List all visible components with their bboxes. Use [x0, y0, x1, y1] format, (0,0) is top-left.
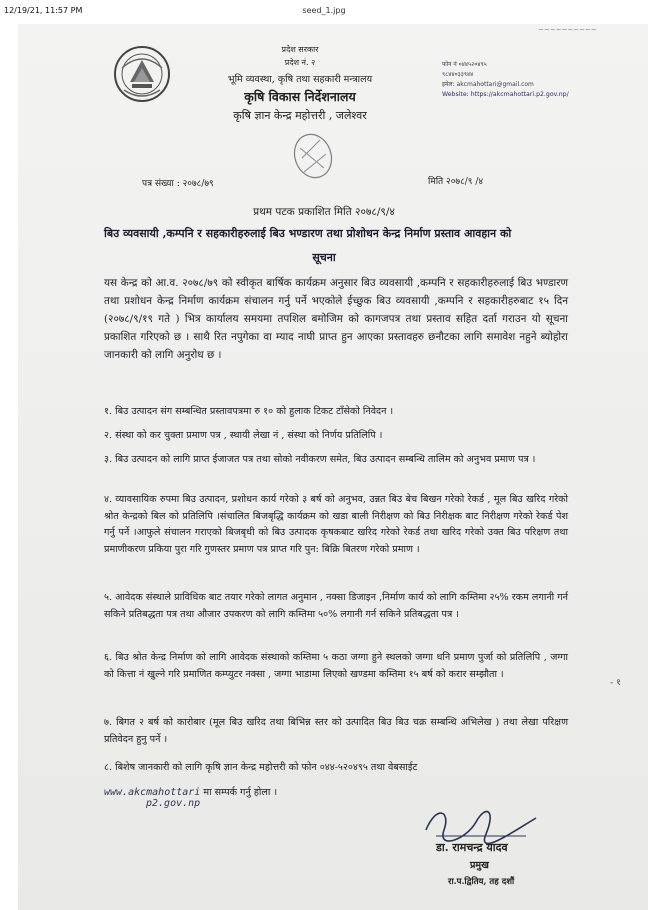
- contact-block: [442, 60, 569, 100]
- handwritten-website: www.akcmahottari: [104, 787, 201, 798]
- requirement-item-7: ७. बिगत २ बर्ष को कारोबार (मूल बिउ खरिद तथा बिभिन्न स्तर को उत्पादित बिउ बिउ चक्र सम्बन्धि अभिलेख ) तथा लेखा परिक्षण प्रतिवेदन हुनु पर्ने ।: [104, 717, 568, 745]
- contact-email: इमेल: akcmahottari@gmail.com: [442, 81, 534, 88]
- requirement-item-5: ५. आवेदक संस्थाले प्राविधिक बाट तयार गरेको लागत अनुमान , नक्सा डिजाइन ,निर्माण कार्य को लागि कम्तिमा २५% रकम लगानी गर्न सकिने प्रतिबद्धता पत्र तथा औजार उपकरण को लागि कम्तिमा ५०% लगानी गर्न सकिने प्रतिबद्धता पत्र ।: [104, 592, 568, 620]
- reference-date: मिति २०७८/९ /४: [428, 177, 484, 187]
- viewer-timestamp: 12/19/21, 11:57 PM: [4, 6, 83, 15]
- requirement-item-1: १. बिउ उत्पादन संग सम्बन्धित प्रस्तावपत्रमा रु १० को हुलाक टिकट टाँसेको निवेदन ।: [104, 406, 394, 417]
- contact-phone: फोन नं ०४४५२०४९५: [442, 61, 487, 68]
- corner-scribble: ~~~~~~~~~~: [538, 26, 597, 34]
- requirement-item-8: ८. बिशेष जानकारी को लागि कृषि ज्ञान केन्द्र महोत्तरी को फोन ०४४-५२०४९५ तथा वेबसाईट: [104, 762, 418, 773]
- requirement-item-2: २. संस्था को कर चुक्ता प्रमाण पत्र , स्थायी लेखा नं , संस्था को निर्णय प्रतिलिपि ।: [104, 430, 383, 441]
- reference-number: पत्र संख्या : २०७८/७९: [142, 179, 214, 189]
- letterhead-line1: प्रदेश सरकार: [281, 45, 319, 54]
- requirement-item-3: ३. बिउ उत्पादन को लागि प्राप्त ईजाजत पत्र तथा सोको नवीकरण समेत, बिउ उत्पादन सम्बन्धि तालिम को अनुभव प्रमाण पत्र ।: [104, 454, 536, 465]
- margin-mark: - १: [610, 678, 621, 688]
- letterhead-office: कृषि ज्ञान केन्द्र महोत्तरी , जलेश्वर: [233, 109, 367, 122]
- viewer-header: [0, 0, 648, 24]
- published-date: प्रथम पटक प्रकाशित मिति २०७८/९/४: [253, 206, 395, 218]
- notice-intro: यस केन्द्र को आ.व. २०७८/७९ को स्वीकृत बार्षिक कार्यक्रम अनुसार बिउ व्यवसायी ,कम्पनि र सहकारीहरुलाई बिउ भण्डारण तथा प्रशोधन केन्द्र निर्माण कार्यक्रम संचालन गर्नु पर्ने भएकोले ईच्छुक बिउ व्यवसायी ,कम्पनि र सहकारीहरुबाट १५ दिन (२०७८/९/१९ गते ) भित्र कार्यालय समयमा तपशिल बमोजिम को कागजपत्र तथा प्रस्ताव सहित दर्ता गराउन यो सूचना प्रकाशित गरिएको छ । साथै रित नपुगेका वा म्याद नाघी प्राप्त हुन आएका प्रस्तावहरु छनौटका लागि समावेश नहुने ब्योहोरा जानकारी को लागि अनुरोध छ ।: [104, 277, 568, 361]
- requirement-item-4: ४. व्यावसायिक रुपमा बिउ उत्पादन, प्रशोधन कार्य गरेको ३ बर्ष को अनुभव, उन्नत बिउ बेच बिखन गरेको रेकर्ड , मूल बिउ खरिद गरेको श्रोत केन्द्रको बिल को प्रतिलिपि ।संचालित बिजबृद्धि कार्यक्रम को खडा बाली निरीक्षण को बिउ निरीक्षक बाट निरीक्षण गरेको रेकर्ड पेश गर्नु पर्ने ।आफुले संचालन गराएको बिजबृधी को बिउ उत्पादक कृषकबाट खरिद गरेको रेकर्ड तथा खरिद गरेको उक्त बिउ परिक्षण तथा प्रमाणीकरण प्रकिया पुरा गरि गुणस्तर प्रमाण पत्र प्राप्त गरि पुन: बिक्रि बितरण गरेको प्रमाण ।: [104, 494, 568, 555]
- government-emblem-icon: [112, 44, 172, 104]
- letterhead-ministry: भूमि व्यवस्था, कृषि तथा सहकारी मन्त्रालय: [227, 74, 373, 85]
- contact-mobile: ९८४४०३३९४४: [442, 71, 474, 78]
- letterhead-directorate: कृषि विकास निर्देशनालय: [244, 89, 356, 104]
- signatory-name: डा. रामचन्द्र यादव: [436, 841, 508, 854]
- registration-stamp-icon: [290, 128, 336, 184]
- item8-tail: मा सम्पर्क गर्नु होला ।: [200, 787, 278, 798]
- signatory-designation: प्रमुख: [470, 860, 489, 871]
- requirement-item-6: ६. बिउ श्रोत केन्द्र निर्माण को लागि आवेदक संस्थाको कम्तिमा ५ कठा जग्गा हुने स्थलको जग्गा धनि प्रमाण पुर्जा को प्रतिलिपि , जग्गा को कित्ता नं खुल्ने गरि प्रमाणित कम्प्युटर नक्सा , जग्गा भाडामा लिएको खण्डमा कम्तिमा १५ बर्ष को करार सम्झौता ।: [104, 652, 568, 680]
- letterhead-line2: प्रदेश नं. २: [284, 58, 316, 67]
- handwritten-domain: p2.gov.np: [146, 798, 201, 809]
- handwritten-website-line: [104, 785, 277, 798]
- contact-website: Website: https://akcmahottari.p2.gov.np/: [442, 91, 569, 98]
- viewer-filename: seed_1.jpg: [302, 6, 346, 15]
- notice-title-suchana: सूचना: [312, 251, 336, 264]
- signatory-class: रा.प.द्वितिय, तह दशौं: [448, 877, 515, 887]
- notice-title: बिउ व्यवसायी ,कम्पनि र सहकारीहरुलाई बिउ भण्डारण तथा प्रोशोधन केन्द्र निर्माण प्रस्ताव आवहान को: [104, 227, 512, 240]
